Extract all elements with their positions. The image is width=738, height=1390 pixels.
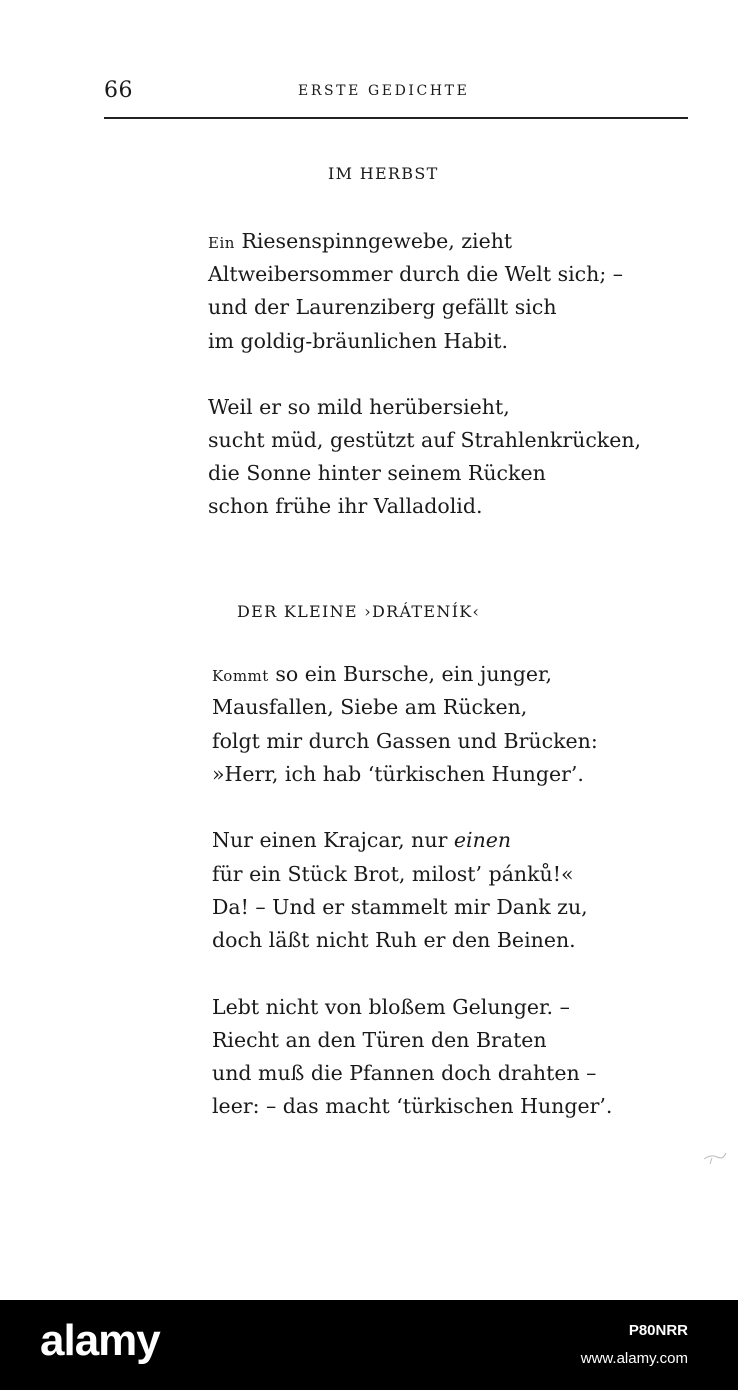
emphasized-word: einen xyxy=(453,828,512,852)
poem-line: die Sonne hinter seinem Rücken xyxy=(208,461,546,485)
poem-line: Da! – Und er stammelt mir Dank zu, xyxy=(212,895,588,919)
poem-line xyxy=(208,229,512,253)
line-text: so ein Bursche, ein junger, xyxy=(268,662,553,686)
poem-line: Weil er so mild herübersieht, xyxy=(208,395,510,419)
poem-line: schon frühe ihr Valladolid. xyxy=(208,494,483,518)
small-caps-word: Ein xyxy=(208,234,235,252)
poem-title-der-kleine-dratenik: DER KLEINE ›DRÁTENÍK‹ xyxy=(237,602,481,621)
poem-line xyxy=(212,828,511,852)
poem-line: Lebt nicht von bloßem Gelunger. – xyxy=(212,995,570,1019)
poem-line: folgt mir durch Gassen und Brücken: xyxy=(212,729,598,753)
image-id: P80NRR xyxy=(628,1322,688,1339)
header-rule xyxy=(104,117,688,119)
poem-line: Altweibersommer durch die Welt sich; – xyxy=(208,262,624,286)
watermark-url: www.alamy.com xyxy=(580,1350,688,1367)
alamy-logo: alamy xyxy=(40,1316,160,1365)
poem-line xyxy=(212,662,552,686)
line-text: Nur einen Krajcar, nur xyxy=(212,828,454,852)
poem-title-im-herbst: IM HERBST xyxy=(328,164,439,183)
line-text: Riesenspinngewebe, zieht xyxy=(234,229,513,253)
poem-line: und muß die Pfannen doch drahten – xyxy=(212,1061,597,1085)
poem-line: sucht müd, gestützt auf Strahlenkrücken, xyxy=(208,428,642,452)
poem-line: Mausfallen, Siebe am Rücken, xyxy=(212,695,528,719)
poem-line: leer: – das macht ‘türkischen Hunger’. xyxy=(212,1094,613,1118)
poem-line: »Herr, ich hab ‘türkischen Hunger’. xyxy=(212,762,584,786)
poem-line: Riecht an den Türen den Braten xyxy=(212,1028,547,1052)
poem-line: doch läßt nicht Ruh er den Beinen. xyxy=(212,928,576,952)
poem-line: und der Laurenziberg gefällt sich xyxy=(208,295,557,319)
page-number: 66 xyxy=(104,78,133,103)
poem-line: im goldig-bräunlichen Habit. xyxy=(208,329,508,353)
small-caps-word: Kommt xyxy=(212,667,269,685)
pencil-mark-icon xyxy=(703,1150,727,1166)
poem-line: für ein Stück Brot, milost’ pánků!« xyxy=(212,862,574,886)
running-head: ERSTE GEDICHTE xyxy=(298,83,470,99)
